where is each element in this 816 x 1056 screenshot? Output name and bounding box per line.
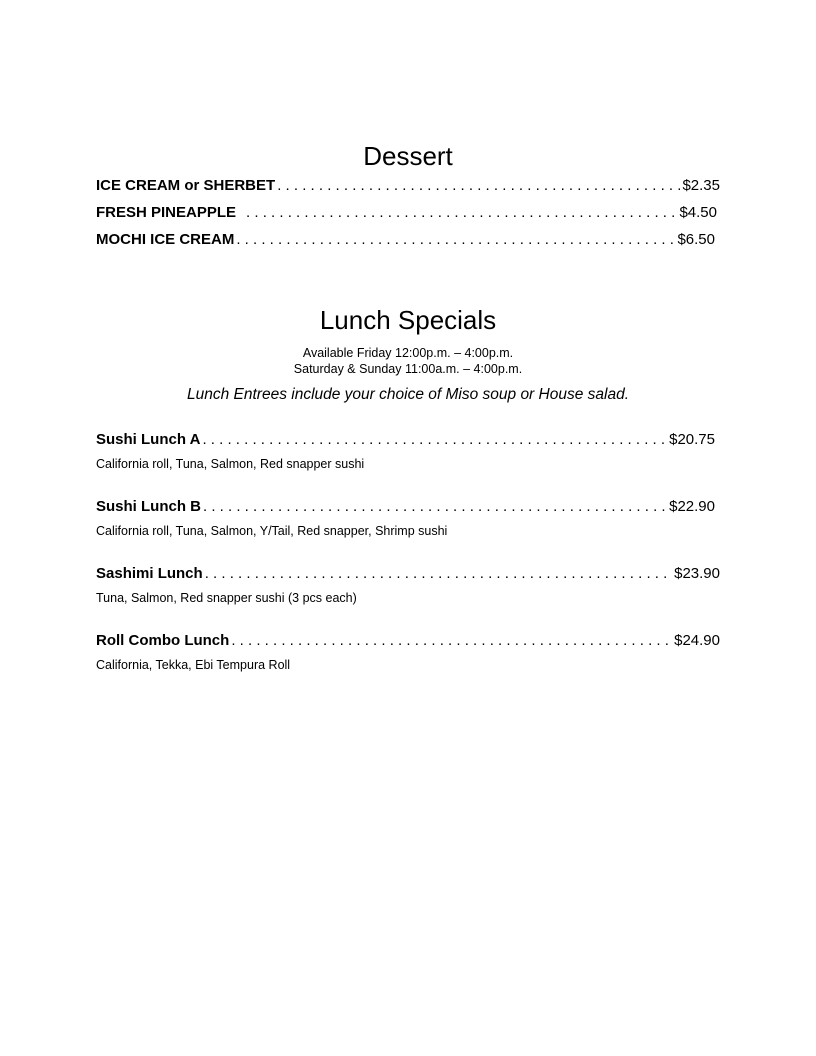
dot-leader <box>203 565 672 583</box>
menu-item <box>96 498 715 518</box>
lunch-note: Lunch Entrees include your choice of Miso soup or House salad. <box>187 386 629 403</box>
dot-leader <box>229 632 672 650</box>
menu-item-price: $22.90 <box>669 498 715 515</box>
lunch-specials-heading: Lunch Specials <box>319 305 497 335</box>
dessert-list <box>96 177 720 258</box>
lunch-item <box>96 431 715 472</box>
menu-item-price: $24.90 <box>674 632 720 649</box>
menu-item <box>96 565 720 585</box>
menu-item-name: MOCHI ICE CREAM <box>96 231 235 248</box>
menu-item-name: FRESH PINEAPPLE <box>96 204 237 221</box>
lunch-item <box>96 632 720 673</box>
menu-item-price: $20.75 <box>669 431 715 448</box>
menu-item-description: Tuna, Salmon, Red snapper sushi (3 pcs each) <box>96 591 357 605</box>
menu-item-description: California, Tekka, Ebi Tempura Roll <box>96 658 291 672</box>
menu-item-name: Roll Combo Lunch <box>96 632 230 649</box>
menu-item-description: California roll, Tuna, Salmon, Red snapper sushi <box>96 457 365 471</box>
menu-item <box>96 177 720 204</box>
menu-item-description: California roll, Tuna, Salmon, Y/Tail, Red snapper, Shrimp sushi <box>96 524 448 538</box>
dot-leader <box>236 204 677 222</box>
dot-leader <box>234 231 675 249</box>
menu-item-name: Sushi Lunch A <box>96 431 201 448</box>
dot-leader <box>200 431 667 449</box>
dessert-heading: Dessert <box>363 141 453 171</box>
menu-item <box>96 431 715 451</box>
menu-item-price: $6.50 <box>677 231 715 248</box>
menu-item-name: Sushi Lunch B <box>96 498 201 515</box>
lunch-item <box>96 565 720 606</box>
menu-item <box>96 204 717 231</box>
availability-line: Available Friday 12:00p.m. – 4:00p.m. <box>302 346 514 360</box>
menu-page <box>96 0 720 673</box>
dot-leader <box>201 498 667 516</box>
menu-item-name: ICE CREAM or SHERBET <box>96 177 276 194</box>
menu-item <box>96 231 715 258</box>
menu-item-price: $23.90 <box>674 565 720 582</box>
menu-item-name: Sashimi Lunch <box>96 565 203 582</box>
dot-leader <box>275 177 680 195</box>
lunch-item <box>96 498 715 539</box>
availability-hours <box>96 345 720 377</box>
menu-item-price: $4.50 <box>679 204 717 221</box>
availability-line: Saturday & Sunday 11:00a.m. – 4:00p.m. <box>293 362 523 376</box>
menu-item <box>96 632 720 652</box>
menu-item-price: $2.35 <box>682 177 720 194</box>
